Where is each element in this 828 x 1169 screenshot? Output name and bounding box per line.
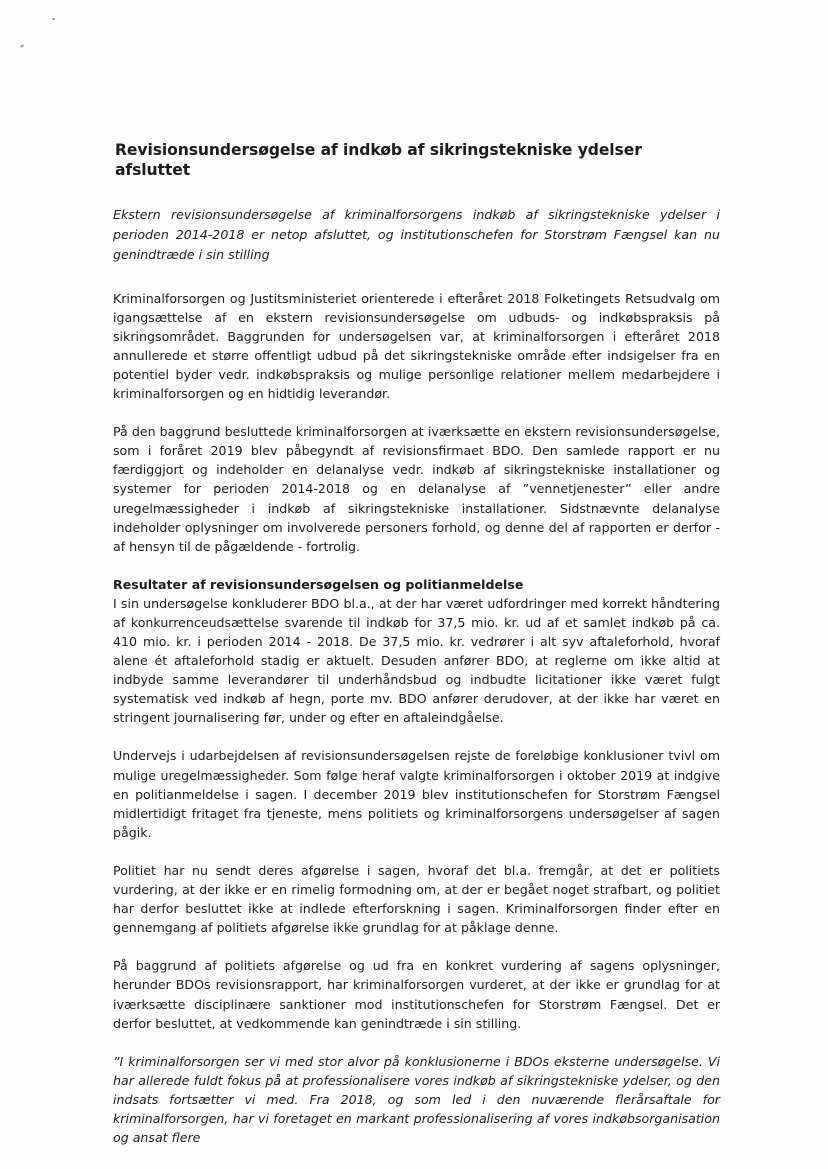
body-paragraph: På den baggrund besluttede kriminalforsorgen at iværksætte en ekstern revisionsundersøgelse, som i foråret 2019 blev påbegyndt af revisionsfirmaet BDO. Den samlede rapport er nu færdiggjort og indeholder en delanalyse vedr. indkøb af sikringstekniske installationer og systemer for perioden 2014-2018 og en delanalyse af ”vennetjenester” eller andre uregelmæssigheder i indkøb af sikringstekniske installationer. Sidstnævnte delanalyse indeholder oplysninger om involverede personers forhold, og denne del af rapporten er derfor - af hensyn til de pågældende - fortrolig. — [113, 424, 720, 554]
document-title: Revisionsundersøgelse af indkøb af sikringstekniske ydelser afsluttet — [115, 141, 642, 179]
document-body — [113, 140, 720, 1147]
body-paragraph: Undervejs i udarbejdelsen af revisionsundersøgelsen rejste de foreløbige konklusioner tvivl om mulige uregelmæssigheder. Som følge heraf valgte kriminalforsorgen i oktober 2019 at indgive en politianmeldelse i sagen. I december 2019 blev institutionschefen for Storstrøm Fængsel midlertidigt fritaget fra tjeneste, mens politiets og kriminalforsorgens undersøgelser af sagen pågik. — [113, 748, 720, 840]
section-heading: Resultater af revisionsundersøgelsen og politianmeldelse — [113, 576, 524, 592]
scan-speck — [52, 18, 55, 20]
body-paragraph: Politiet har nu sendt deres afgørelse i sagen, hvoraf det bl.a. fremgår, at det er politiets vurdering, at der ikke er en rimelig formodning om, at der er begået noget strafbart, og politiet har derfor besluttet ikke at indlede efterforskning i sagen. Kriminalforsorgen finder efter en gennemgang af politiets afgørelse ikke grundlag for at påklage denne. — [113, 862, 720, 936]
body-paragraph: I sin undersøgelse konkluderer BDO bl.a., at der har været udfordringer med korrekt håndtering af konkurrenceudsættelse svarende til indkøb for 37,5 mio. kr. ud af et samlet indkøb på ca. 410 mio. kr. i perioden 2014 - 2018. De 37,5 mio. kr. vedrører i alt syv aftaleforhold, hvoraf alene ét aftaleforhold stadig er aktuelt. Desuden anfører BDO, at reglerne om ikke altid at indbyde samme leverandører til underhåndsbud og indbudte licitationer ikke været fulgt systematisk ved indkøb af hegn, porte mv. BDO anfører derudover, at der ikke har været en stringent journalisering før, under og efter en aftaleindgåelse. — [113, 595, 720, 726]
quote-paragraph: ”I kriminalforsorgen ser vi med stor alvor på konklusionerne i BDOs eksterne undersøgelse. Vi har allerede fuldt fokus på at professionalisere vores indkøb af sikringstekniske ydelser, og den indsats fortsætter vi med. Fra 2018, og som led i den nuværende flerårsaftale for kriminalforsorgen, har vi foretaget en markant professionalisering af vores indkøbsorganisation og ansat flere — [113, 1053, 720, 1146]
scan-speck — [20, 44, 24, 48]
body-paragraph: Kriminalforsorgen og Justitsministeriet orienterede i efteråret 2018 Folketingets Retsudvalg om igangsættelse af en ekstern revisionsundersøgelse om udbuds- og indkøbspraksis på sikringsområdet. Baggrunden for undersøgelsen var, at kriminalforsorgen i efteråret 2018 annullerede et større offentligt udbud på det sikringstekniske område efter indsigelser fra en potentiel byder vedr. indkøbspraksis og mulige personlige relationer mellem medarbejdere i kriminalforsorgen og en hidtidig leverandør. — [113, 290, 720, 402]
lead-paragraph: Ekstern revisionsundersøgelse af kriminalforsorgens indkøb af sikringstekniske ydelser i perioden 2014-2018 er netop afsluttet, og institutionschefen for Storstrøm Fængsel kan nu genindtræde i sin stilling — [113, 207, 720, 263]
body-paragraph: På baggrund af politiets afgørelse og ud fra en konkret vurdering af sagens oplysninger, herunder BDOs revisionsrapport, har kriminalforsorgen vurderet, at der ikke er grundlag for at iværksætte disciplinære sanktioner mod institutionschefen for Storstrøm Fængsel. Det er derfor besluttet, at vedkommende kan genindtræde i sin stilling. — [113, 958, 720, 1031]
